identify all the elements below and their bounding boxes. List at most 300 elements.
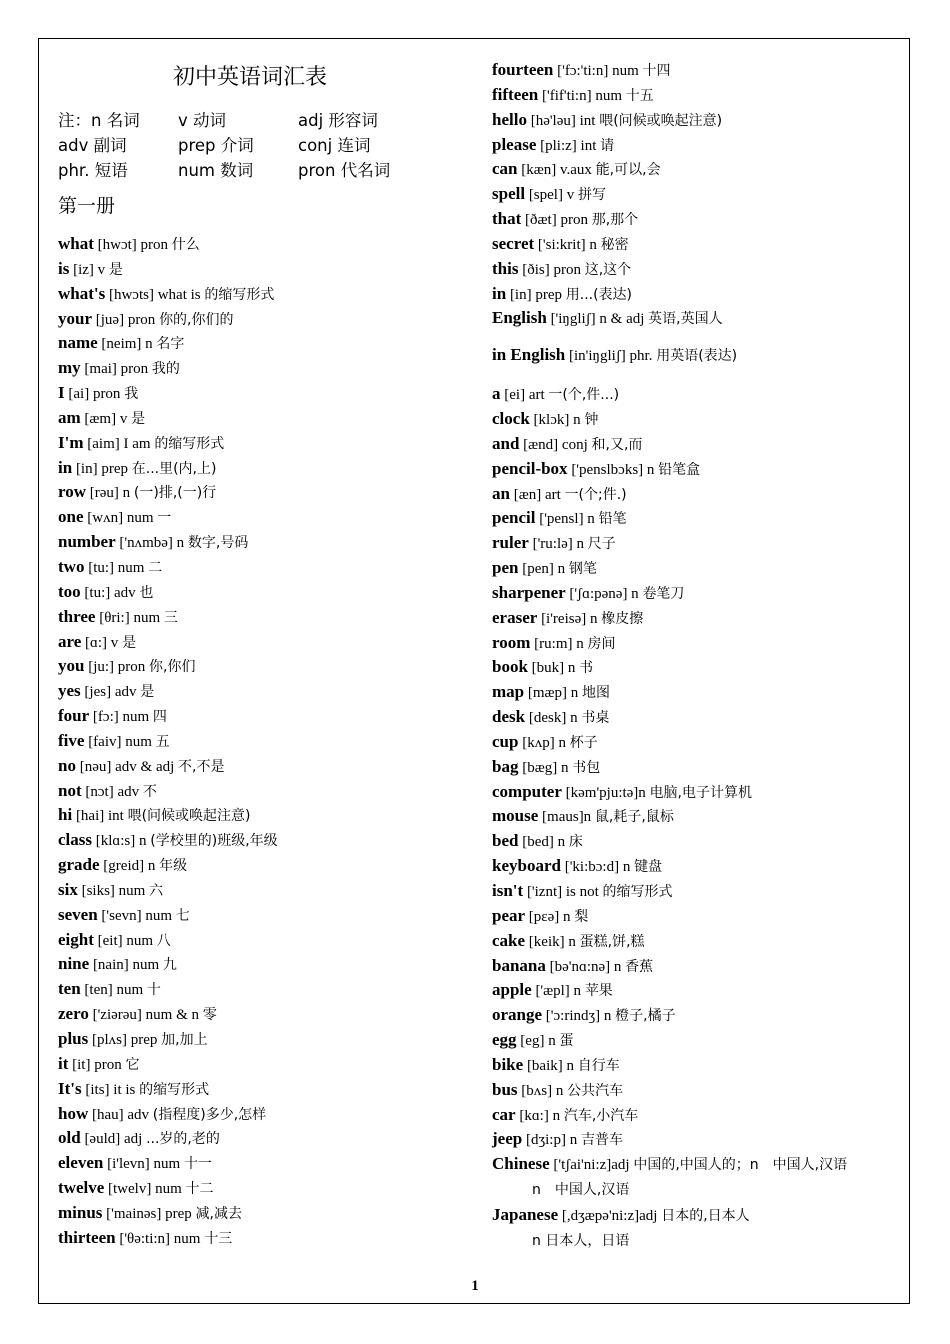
vocab-word: banana [492,955,546,975]
vocab-definition: 不 [142,783,157,800]
vocab-entry [492,343,902,368]
vocab-phonetic: [kɑ:] n [519,1107,561,1124]
vocab-phonetic: [tu:] num [88,559,145,576]
vocab-word: pencil-box [492,458,568,478]
vocab-definition: 能,可以,会 [595,162,661,179]
vocab-phonetic: [ðæt] pron [525,212,588,229]
vocab-entry [58,381,478,406]
vocab-word: eraser [492,607,538,627]
legend-item: conj 连词 [298,136,371,155]
vocab-phonetic: ['ziərəu] num & n [92,1007,200,1024]
vocab-entry [58,257,478,282]
vocab-definition: 尺子 [587,536,616,553]
vocab-entry [492,680,902,705]
vocab-entry [58,853,478,878]
vocab-phonetic: ['iznt] is not [526,884,599,900]
vocab-phonetic: [hwɔts] what is [108,286,201,303]
vocab-definition: 十二 [185,1181,214,1198]
page-number: 1 [471,1278,479,1294]
vocab-definition: 橙子,橘子 [615,1008,676,1025]
spacer [492,331,902,343]
vocab-phonetic: [in] prep [75,460,128,477]
vocab-word: map [492,682,525,702]
vocab-definition: 十一 [183,1156,212,1173]
vocab-definition: 减,减去 [195,1205,242,1222]
vocab-definition: 一(个;件.) [564,486,627,503]
vocab-word: keyboard [492,856,561,876]
vocab-entry [58,828,478,853]
vocab-entry [58,779,478,804]
vocab-phonetic: [ru:m] n [534,635,584,652]
vocab-entry [492,157,902,182]
vocab-phonetic: ['nʌmbə] n [119,535,185,552]
vocab-phonetic: [eg] n [520,1033,556,1050]
vocab-definition: 床 [568,834,583,851]
vocab-word: in [492,283,507,303]
vocab-definition: 在...里(内,上) [131,460,217,477]
vocab-entry [492,1152,902,1203]
vocab-word: Chinese [492,1154,550,1174]
vocab-definition: 八 [156,932,171,949]
vocab-entry [492,1203,902,1254]
vocab-word: five [58,730,85,750]
vocab-definition: 蛋糕,饼,糕 [579,933,645,950]
vocab-word: It's [58,1078,82,1098]
vocab-definition: 的缩写形式 [204,286,275,303]
vocab-word: an [492,483,510,503]
vocab-definition: 蛋 [559,1033,574,1050]
vocab-entry [58,1176,478,1201]
vocab-word: and [492,433,520,453]
vocab-definition: 卷笔刀 [642,585,685,602]
vocab-phonetic: [ei] art [504,387,545,404]
vocab-phonetic: [ai] pron [68,386,121,403]
vocab-word: secret [492,233,535,253]
vocab-phonetic: [wʌn] num [87,510,154,527]
vocab-entry [58,456,478,481]
vocab-phonetic: [ten] num [84,982,144,999]
abbreviation-legend [58,108,448,183]
page-title: 初中英语词汇表 [172,65,327,90]
vocab-entry [492,755,902,780]
vocab-word: are [58,631,82,651]
vocab-word: twelve [58,1178,105,1198]
vocab-phonetic: [juə] pron [95,311,156,328]
vocab-entry [58,1126,478,1151]
vocab-entry [492,58,902,83]
vocab-phonetic: [pli:z] int [540,137,597,154]
vocab-word: a [492,384,501,404]
vocab-definition: 那,那个 [591,212,639,229]
vocab-phonetic: [hau] adv [91,1106,150,1123]
vocab-definition: 地图 [582,685,611,702]
vocab-definition: 杯子 [569,734,598,751]
vocab-entry [492,83,902,108]
vocab-phonetic: ['ɔ:rindʒ] n [545,1008,612,1025]
vocab-entry [492,804,902,829]
vocab-definition: 二 [148,559,163,576]
vocab-phonetic: [əuld] adj [84,1131,143,1148]
vocab-word: eleven [58,1153,104,1173]
vocab-phonetic: [dʒi:p] n [525,1132,578,1149]
vocab-word: am [58,407,81,427]
vocab-word: my [58,358,81,378]
vocab-entry [58,555,478,580]
vocab-entry [492,531,902,556]
vocab-word: four [58,706,90,726]
vocab-phonetic: [hə'ləu] int [530,112,596,129]
vocab-word: bed [492,831,519,851]
legend-item: pron 代名词 [298,161,391,180]
vocab-definition: 喂(问候或唤起注意) [599,112,723,129]
vocab-phonetic: [bed] n [522,834,566,851]
vocab-definition: 我的 [151,361,180,378]
vocab-word: egg [492,1030,517,1050]
vocab-entry [58,1201,478,1226]
vocab-phonetic: ['tʃai'ni:z]adj [553,1157,630,1174]
vocab-word: pen [492,558,519,578]
vocab-definition: 的缩写形式 [139,1081,210,1098]
vocab-entry [58,754,478,779]
vocab-definition: 我 [124,386,139,403]
vocab-entry [492,929,902,954]
vocab-word: row [58,482,87,502]
vocab-definition: (一)排,(一)行 [133,485,217,502]
vocab-word: it [58,1053,69,1073]
vocab-entry [58,903,478,928]
vocab-word: cup [492,731,519,751]
vocab-definition: 橡皮擦 [601,610,644,627]
vocab-entry [492,457,902,482]
vocab-phonetic: ['iŋgliʃ] n & adj [550,311,645,328]
vocab-phonetic: ['fif'ti:n] num [542,87,622,104]
vocab-phonetic: [kʌp] n [522,734,566,751]
vocab-word: desk [492,707,526,727]
vocab-definition: 数字,号码 [187,535,249,552]
legend-item: v 动词 [178,111,227,130]
vocab-entry [58,605,478,630]
vocab-entry [58,307,478,332]
vocab-definition: 你,你们 [149,659,196,676]
vocab-definition: 是 [131,410,146,427]
vocab-phonetic: ['penslbɔks] n [571,461,655,478]
vocab-phonetic: [it] pron [72,1056,122,1073]
vocab-definition: 十四 [642,63,671,79]
vocab-word: old [58,1128,81,1148]
vocab-definition: 九 [162,957,177,974]
vocab-word: cake [492,930,526,950]
vocab-entry [58,1102,478,1127]
vocab-definition: 钢笔 [568,561,597,578]
vocab-entry [492,1127,902,1152]
vocab-phonetic: [ɑ:] v [85,634,119,651]
vocab-word: name [58,333,98,353]
vocab-phonetic: ['pensl] n [539,511,595,528]
vocab-phonetic: [nəu] adv & adj [79,758,175,775]
vocab-word: apple [492,980,532,1000]
vocab-entry [492,1003,902,1028]
vocab-word: six [58,879,78,899]
vocab-definition: 什么 [171,237,200,253]
vocab-entry [492,780,902,805]
vocab-phonetic: [siks] num [81,882,146,899]
vocab-entry [58,704,478,729]
vocab-definition: 的缩写形式 [154,435,225,452]
vocab-phonetic: [neim] n [101,336,153,353]
vocab-definition: 的缩写形式 [602,884,673,900]
vocab-entry [492,432,902,457]
vocab-definition: 年级 [159,858,188,875]
vocab-phonetic: [eit] num [97,932,154,949]
vocab-word: ten [58,979,81,999]
vocab-phonetic: [fɔ:] num [92,709,150,726]
vocab-word: yes [58,681,81,701]
vocab-word: seven [58,904,98,924]
right-list-c [492,382,902,1254]
vocab-phonetic: [baik] n [526,1057,575,1074]
vocab-word: too [58,581,81,601]
legend-row [58,108,448,133]
vocab-phonetic: [klɑ:s] n [95,833,147,850]
vocab-definition: 房间 [587,635,616,652]
vocab-entry [58,1002,478,1027]
vocab-entry [58,878,478,903]
vocab-entry [58,1151,478,1176]
vocab-entry [492,854,902,879]
vocab-entry [492,904,902,929]
vocab-word: car [492,1104,516,1124]
vocab-word: this [492,258,519,278]
vocab-definition: 英语,英国人 [648,311,723,328]
vocab-phonetic: [mæp] n [527,685,579,702]
vocab-phonetic: [maus]n [542,809,592,826]
vocab-phonetic: [tu:] adv [84,584,136,601]
legend-item: prep 介词 [178,136,254,155]
vocab-word: pear [492,905,526,925]
vocab-definition: 六 [149,882,164,899]
vocab-phonetic: ['θə:ti:n] num [119,1230,201,1247]
vocab-word: English [492,308,547,328]
vocab-phonetic: [ju:] pron [88,659,146,676]
legend-item: 注：n 名词 [58,111,140,130]
vocab-definition: 用英语(表达) [656,348,738,365]
vocab-phonetic: [rəu] n [89,485,131,502]
vocab-phonetic: [æm] v [84,410,128,427]
vocab-definition: 喂(问候或唤起注意) [127,808,251,825]
vocab-phonetic: [faiv] num [88,733,152,750]
vocab-entry [58,803,478,828]
vocab-definition-continued: n 中国人,汉语 [532,1182,630,1199]
vocab-entry [492,705,902,730]
vocab-entry [492,506,902,531]
vocab-entry [58,480,478,505]
vocab-entry [58,331,478,356]
vocab-word: book [492,657,528,677]
vocab-entry [492,556,902,581]
vocab-word: number [58,532,116,552]
right-column [492,58,902,1254]
vocab-phonetic: [ænd] conj [523,436,588,453]
vocab-definition: 加,加上 [161,1032,208,1048]
vocab-entry [492,407,902,432]
vocab-phonetic: [greid] n [103,858,156,875]
vocab-word: in English [492,345,566,365]
vocab-entry [492,257,902,282]
vocab-definition: 拼写 [577,187,606,204]
vocab-definition: 日本的,日本人 [661,1207,750,1224]
vocab-phonetic: [æn] art [513,486,561,503]
vocab-definition: 名字 [156,336,185,353]
vocab-entry [58,679,478,704]
vocab-definition: 香蕉 [625,958,654,975]
vocab-definition: 这,这个 [584,261,632,278]
vocab-entry [58,1226,478,1251]
vocab-phonetic: [bə'nɑ:nə] n [549,958,622,975]
legend-row [58,133,448,158]
vocab-word: in [58,457,73,477]
vocab-phonetic: [hwɔt] pron [97,237,169,253]
vocab-word: bike [492,1054,524,1074]
vocab-word: bus [492,1079,518,1099]
vocab-phonetic: [kæn] v.aux [521,162,592,179]
vocab-word: I [58,383,65,403]
vocab-definition: 铅笔盒 [658,461,701,478]
legend-item: adj 形容词 [298,111,378,130]
legend-item: phr. 短语 [58,161,128,180]
vocab-word: your [58,308,92,328]
vocab-phonetic: [jes] adv [84,684,137,701]
left-column [58,232,478,1251]
vocab-word: two [58,556,85,576]
vocab-word: room [492,632,531,652]
vocab-definition: 四 [152,709,167,726]
vocab-phonetic: [plʌs] prep [92,1032,158,1048]
vocab-entry [58,977,478,1002]
vocab-word: minus [58,1202,103,1222]
vocab-definition: 三 [163,609,178,626]
vocab-definition: 中国的,中国人的；n 中国人,汉语 [633,1157,848,1174]
vocab-entry [58,928,478,953]
vocab-phonetic: [in] prep [509,286,562,303]
vocab-word: pencil [492,508,536,528]
vocab-word: can [492,159,518,179]
vocab-definition: 五 [155,733,170,750]
vocab-phonetic: [nain] num [92,957,160,974]
vocab-phonetic: ['ru:lə] n [532,536,585,553]
vocab-entry [58,630,478,655]
vocab-entry [58,282,478,307]
vocab-entry [58,654,478,679]
vocab-entry [58,530,478,555]
vocab-entry [492,182,902,207]
vocab-word: hi [58,805,73,825]
vocab-phonetic: [iz] v [73,261,106,278]
vocab-definition: 一(个,件...) [548,387,620,404]
vocab-definition-continued: n 日本人，日语 [532,1232,630,1249]
vocab-definition: 是 [140,684,155,701]
vocab-entry [492,954,902,979]
vocab-definition: 书 [579,660,594,677]
vocab-entry [492,306,902,331]
section-heading: 第一册 [58,195,116,217]
vocab-word: what's [58,283,106,303]
vocab-definition: 苹果 [584,983,613,1000]
vocab-entry [492,655,902,680]
vocab-definition: 十三 [204,1230,233,1247]
vocab-definition: 它 [125,1056,140,1073]
vocab-phonetic: [keik] n [528,933,576,950]
vocab-word: zero [58,1004,89,1024]
vocab-definition: 书桌 [581,710,610,727]
vocab-entry [492,207,902,232]
vocab-entry [58,406,478,431]
vocab-word: is [58,258,70,278]
vocab-entry [492,382,902,407]
vocab-word: mouse [492,806,539,826]
vocab-entry [492,1103,902,1128]
vocab-definition: ...岁的,老的 [146,1131,220,1148]
vocab-entry [492,108,902,133]
vocab-phonetic: [hai] int [75,808,124,825]
vocab-entry [58,232,478,257]
vocab-definition: 公共汽车 [567,1082,624,1099]
vocab-word: jeep [492,1129,523,1149]
vocab-word: you [58,656,85,676]
vocab-definition: (学校里的)班级,年级 [150,833,278,850]
vocab-word: how [58,1103,89,1123]
vocab-entry [58,431,478,456]
vocab-entry [492,1078,902,1103]
vocab-word: not [58,780,82,800]
vocab-phonetic: ['fɔ:'ti:n] num [557,63,639,79]
vocab-phonetic: [buk] n [531,660,576,677]
vocab-phonetic: [spel] v [528,187,575,204]
vocab-phonetic: ['æpl] n [535,983,582,1000]
vocab-definition: 是 [108,261,123,278]
vocab-definition: 一 [157,510,172,527]
vocab-definition: 是 [122,634,137,651]
vocab-word: ruler [492,533,529,553]
vocab-word: what [58,234,94,253]
vocab-phonetic: [i'reisə] n [541,610,598,627]
vocab-word: no [58,755,76,775]
vocab-phonetic: [twelv] num [108,1181,182,1198]
vocab-entry [58,505,478,530]
vocab-phonetic: [bæg] n [522,759,569,776]
vocab-definition: 梨 [574,908,589,925]
vocab-phonetic: [,dʒæpə'ni:z]adj [561,1207,658,1224]
vocab-entry [58,1077,478,1102]
vocab-phonetic: [bʌs] n [521,1082,564,1099]
vocab-word: grade [58,855,100,875]
vocab-word: clock [492,408,530,428]
vocab-definition: 零 [202,1007,217,1024]
vocab-word: isn't [492,881,524,900]
vocab-word: one [58,507,84,527]
vocab-definition: 也 [139,584,154,601]
vocab-word: hello [492,109,527,129]
vocab-entry [492,1053,902,1078]
vocab-entry [58,580,478,605]
vocab-word: spell [492,184,526,204]
vocab-definition: 你的,你们的 [159,311,234,328]
vocab-entry [492,978,902,1003]
vocab-word: please [492,134,537,154]
right-list-a [492,58,902,331]
vocab-entry [492,730,902,755]
vocab-word: eight [58,929,94,949]
vocab-definition: 和,又,而 [591,436,643,453]
